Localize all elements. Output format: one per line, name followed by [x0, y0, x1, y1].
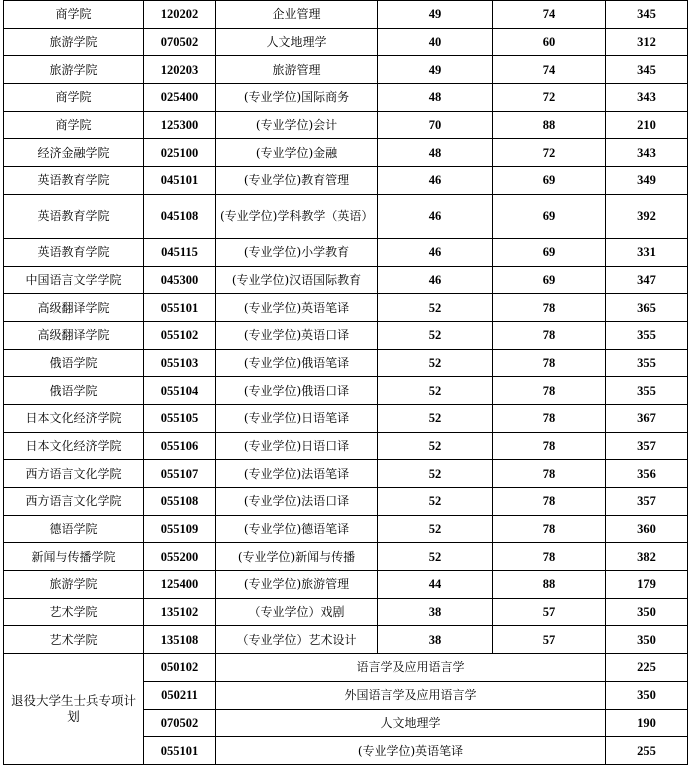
major-code-cell: 050211: [144, 681, 216, 709]
table-row: [4, 84, 688, 112]
major-code-cell: 045115: [144, 238, 216, 266]
single-subject-score-150-cell: 57: [493, 626, 606, 654]
major-name-cell: (专业学位)英语笔译: [216, 294, 378, 322]
single-subject-score-100-cell: 52: [378, 294, 493, 322]
college-cell: 商学院: [4, 111, 144, 139]
single-subject-score-100-cell: 70: [378, 111, 493, 139]
major-name-cell: (专业学位)新闻与传播: [216, 543, 378, 571]
table-row: [4, 111, 688, 139]
college-cell: 旅游学院: [4, 28, 144, 56]
total-score-cell: 345: [606, 1, 688, 29]
total-score-cell: 345: [606, 56, 688, 84]
single-subject-score-150-cell: 88: [493, 571, 606, 599]
major-name-cell: (专业学位)教育管理: [216, 167, 378, 195]
table-row: [4, 167, 688, 195]
total-score-cell: 357: [606, 432, 688, 460]
single-subject-score-100-cell: 52: [378, 349, 493, 377]
single-subject-score-150-cell: 78: [493, 460, 606, 488]
single-subject-score-100-cell: 52: [378, 404, 493, 432]
total-score-cell: 312: [606, 28, 688, 56]
total-score-cell: 360: [606, 515, 688, 543]
table-row: [4, 56, 688, 84]
major-code-cell: 055101: [144, 737, 216, 765]
college-cell: 高级翻译学院: [4, 321, 144, 349]
table-row: [4, 377, 688, 405]
single-subject-score-150-cell: 78: [493, 349, 606, 377]
major-name-cell: (专业学位)学科教学（英语）: [216, 194, 378, 238]
single-subject-score-150-cell: 78: [493, 377, 606, 405]
total-score-cell: 190: [606, 709, 688, 737]
major-name-cell: (专业学位)法语笔译: [216, 460, 378, 488]
major-code-cell: 055106: [144, 432, 216, 460]
total-score-cell: 355: [606, 377, 688, 405]
total-score-cell: 356: [606, 460, 688, 488]
major-code-cell: 125400: [144, 571, 216, 599]
major-name-cell: （专业学位）艺术设计: [216, 626, 378, 654]
college-cell: 商学院: [4, 84, 144, 112]
total-score-cell: 392: [606, 194, 688, 238]
major-name-cell: (专业学位)会计: [216, 111, 378, 139]
college-cell: 英语教育学院: [4, 167, 144, 195]
major-name-cell: (专业学位)英语口译: [216, 321, 378, 349]
total-score-cell: 343: [606, 139, 688, 167]
major-name-cell: (专业学位)英语笔译: [216, 737, 606, 765]
single-subject-score-150-cell: 74: [493, 56, 606, 84]
table-row: [4, 626, 688, 654]
table-row: [4, 28, 688, 56]
major-name-cell: 人文地理学: [216, 709, 606, 737]
total-score-cell: 350: [606, 598, 688, 626]
single-subject-score-150-cell: 78: [493, 432, 606, 460]
table-row: [4, 194, 688, 238]
major-code-cell: 045108: [144, 194, 216, 238]
single-subject-score-100-cell: 48: [378, 84, 493, 112]
single-subject-score-100-cell: 46: [378, 238, 493, 266]
major-code-cell: 055108: [144, 488, 216, 516]
major-name-cell: (专业学位)汉语国际教育: [216, 266, 378, 294]
major-name-cell: 人文地理学: [216, 28, 378, 56]
table-row: [4, 321, 688, 349]
major-name-cell: (专业学位)小学教育: [216, 238, 378, 266]
total-score-cell: 357: [606, 488, 688, 516]
major-code-cell: 055102: [144, 321, 216, 349]
major-code-cell: 070502: [144, 28, 216, 56]
single-subject-score-100-cell: 52: [378, 543, 493, 571]
college-cell: 旅游学院: [4, 56, 144, 84]
table-row: [4, 1, 688, 29]
total-score-cell: 350: [606, 681, 688, 709]
single-subject-score-100-cell: 52: [378, 460, 493, 488]
college-cell: 英语教育学院: [4, 238, 144, 266]
total-score-cell: 331: [606, 238, 688, 266]
total-score-cell: 210: [606, 111, 688, 139]
college-cell: 旅游学院: [4, 571, 144, 599]
major-code-cell: 025100: [144, 139, 216, 167]
major-name-cell: (专业学位)俄语口译: [216, 377, 378, 405]
major-name-cell: 外国语言学及应用语言学: [216, 681, 606, 709]
college-cell: 高级翻译学院: [4, 294, 144, 322]
major-name-cell: (专业学位)旅游管理: [216, 571, 378, 599]
special-plan-label: 退役大学生士兵专项计划: [4, 654, 144, 765]
single-subject-score-100-cell: 49: [378, 1, 493, 29]
college-cell: 艺术学院: [4, 626, 144, 654]
college-cell: 艺术学院: [4, 598, 144, 626]
table-row: [4, 432, 688, 460]
major-name-cell: (专业学位)国际商务: [216, 84, 378, 112]
major-code-cell: 120202: [144, 1, 216, 29]
single-subject-score-100-cell: 38: [378, 626, 493, 654]
score-table-body: [4, 1, 688, 765]
table-row: [4, 598, 688, 626]
total-score-cell: 343: [606, 84, 688, 112]
score-table: [3, 0, 688, 765]
single-subject-score-100-cell: 52: [378, 321, 493, 349]
single-subject-score-100-cell: 48: [378, 139, 493, 167]
single-subject-score-100-cell: 38: [378, 598, 493, 626]
college-cell: 日本文化经济学院: [4, 404, 144, 432]
major-code-cell: 070502: [144, 709, 216, 737]
table-row: [4, 460, 688, 488]
major-code-cell: 055104: [144, 377, 216, 405]
single-subject-score-150-cell: 69: [493, 238, 606, 266]
table-row: [4, 515, 688, 543]
single-subject-score-150-cell: 78: [493, 294, 606, 322]
major-name-cell: (专业学位)日语口译: [216, 432, 378, 460]
major-code-cell: 120203: [144, 56, 216, 84]
table-row: [4, 571, 688, 599]
major-code-cell: 055200: [144, 543, 216, 571]
total-score-cell: 349: [606, 167, 688, 195]
table-row: [4, 654, 688, 682]
single-subject-score-100-cell: 52: [378, 515, 493, 543]
college-cell: 中国语言文学学院: [4, 266, 144, 294]
single-subject-score-150-cell: 78: [493, 488, 606, 516]
total-score-cell: 367: [606, 404, 688, 432]
table-row: [4, 238, 688, 266]
single-subject-score-150-cell: 57: [493, 598, 606, 626]
major-name-cell: (专业学位)日语笔译: [216, 404, 378, 432]
major-code-cell: 135102: [144, 598, 216, 626]
total-score-cell: 179: [606, 571, 688, 599]
major-code-cell: 055101: [144, 294, 216, 322]
college-cell: 英语教育学院: [4, 194, 144, 238]
single-subject-score-100-cell: 46: [378, 194, 493, 238]
major-name-cell: (专业学位)法语口译: [216, 488, 378, 516]
total-score-cell: 355: [606, 349, 688, 377]
major-name-cell: 语言学及应用语言学: [216, 654, 606, 682]
college-cell: 德语学院: [4, 515, 144, 543]
total-score-cell: 225: [606, 654, 688, 682]
major-code-cell: 125300: [144, 111, 216, 139]
major-name-cell: （专业学位）戏剧: [216, 598, 378, 626]
college-cell: 西方语言文化学院: [4, 460, 144, 488]
major-code-cell: 055105: [144, 404, 216, 432]
single-subject-score-150-cell: 78: [493, 404, 606, 432]
table-row: [4, 139, 688, 167]
table-row: [4, 294, 688, 322]
total-score-cell: 355: [606, 321, 688, 349]
major-code-cell: 055103: [144, 349, 216, 377]
major-code-cell: 055109: [144, 515, 216, 543]
total-score-cell: 365: [606, 294, 688, 322]
single-subject-score-150-cell: 69: [493, 167, 606, 195]
major-code-cell: 045101: [144, 167, 216, 195]
total-score-cell: 382: [606, 543, 688, 571]
single-subject-score-100-cell: 52: [378, 488, 493, 516]
single-subject-score-150-cell: 78: [493, 321, 606, 349]
single-subject-score-150-cell: 69: [493, 266, 606, 294]
college-cell: 西方语言文化学院: [4, 488, 144, 516]
single-subject-score-100-cell: 46: [378, 266, 493, 294]
table-row: [4, 488, 688, 516]
college-cell: 经济金融学院: [4, 139, 144, 167]
college-cell: 商学院: [4, 1, 144, 29]
major-name-cell: (专业学位)俄语笔译: [216, 349, 378, 377]
single-subject-score-100-cell: 40: [378, 28, 493, 56]
major-name-cell: (专业学位)德语笔译: [216, 515, 378, 543]
major-name-cell: 旅游管理: [216, 56, 378, 84]
single-subject-score-150-cell: 60: [493, 28, 606, 56]
total-score-cell: 347: [606, 266, 688, 294]
single-subject-score-100-cell: 52: [378, 432, 493, 460]
college-cell: 俄语学院: [4, 349, 144, 377]
table-row: [4, 543, 688, 571]
major-name-cell: (专业学位)金融: [216, 139, 378, 167]
table-row: [4, 349, 688, 377]
single-subject-score-150-cell: 78: [493, 543, 606, 571]
total-score-cell: 350: [606, 626, 688, 654]
table-row: [4, 404, 688, 432]
single-subject-score-150-cell: 78: [493, 515, 606, 543]
major-code-cell: 135108: [144, 626, 216, 654]
single-subject-score-150-cell: 69: [493, 194, 606, 238]
college-cell: 新闻与传播学院: [4, 543, 144, 571]
single-subject-score-100-cell: 52: [378, 377, 493, 405]
single-subject-score-150-cell: 72: [493, 84, 606, 112]
table-row: [4, 266, 688, 294]
major-name-cell: 企业管理: [216, 1, 378, 29]
college-cell: 日本文化经济学院: [4, 432, 144, 460]
major-code-cell: 025400: [144, 84, 216, 112]
single-subject-score-150-cell: 88: [493, 111, 606, 139]
major-code-cell: 055107: [144, 460, 216, 488]
single-subject-score-100-cell: 49: [378, 56, 493, 84]
total-score-cell: 255: [606, 737, 688, 765]
major-code-cell: 050102: [144, 654, 216, 682]
single-subject-score-150-cell: 74: [493, 1, 606, 29]
single-subject-score-100-cell: 46: [378, 167, 493, 195]
college-cell: 俄语学院: [4, 377, 144, 405]
single-subject-score-100-cell: 44: [378, 571, 493, 599]
single-subject-score-150-cell: 72: [493, 139, 606, 167]
major-code-cell: 045300: [144, 266, 216, 294]
